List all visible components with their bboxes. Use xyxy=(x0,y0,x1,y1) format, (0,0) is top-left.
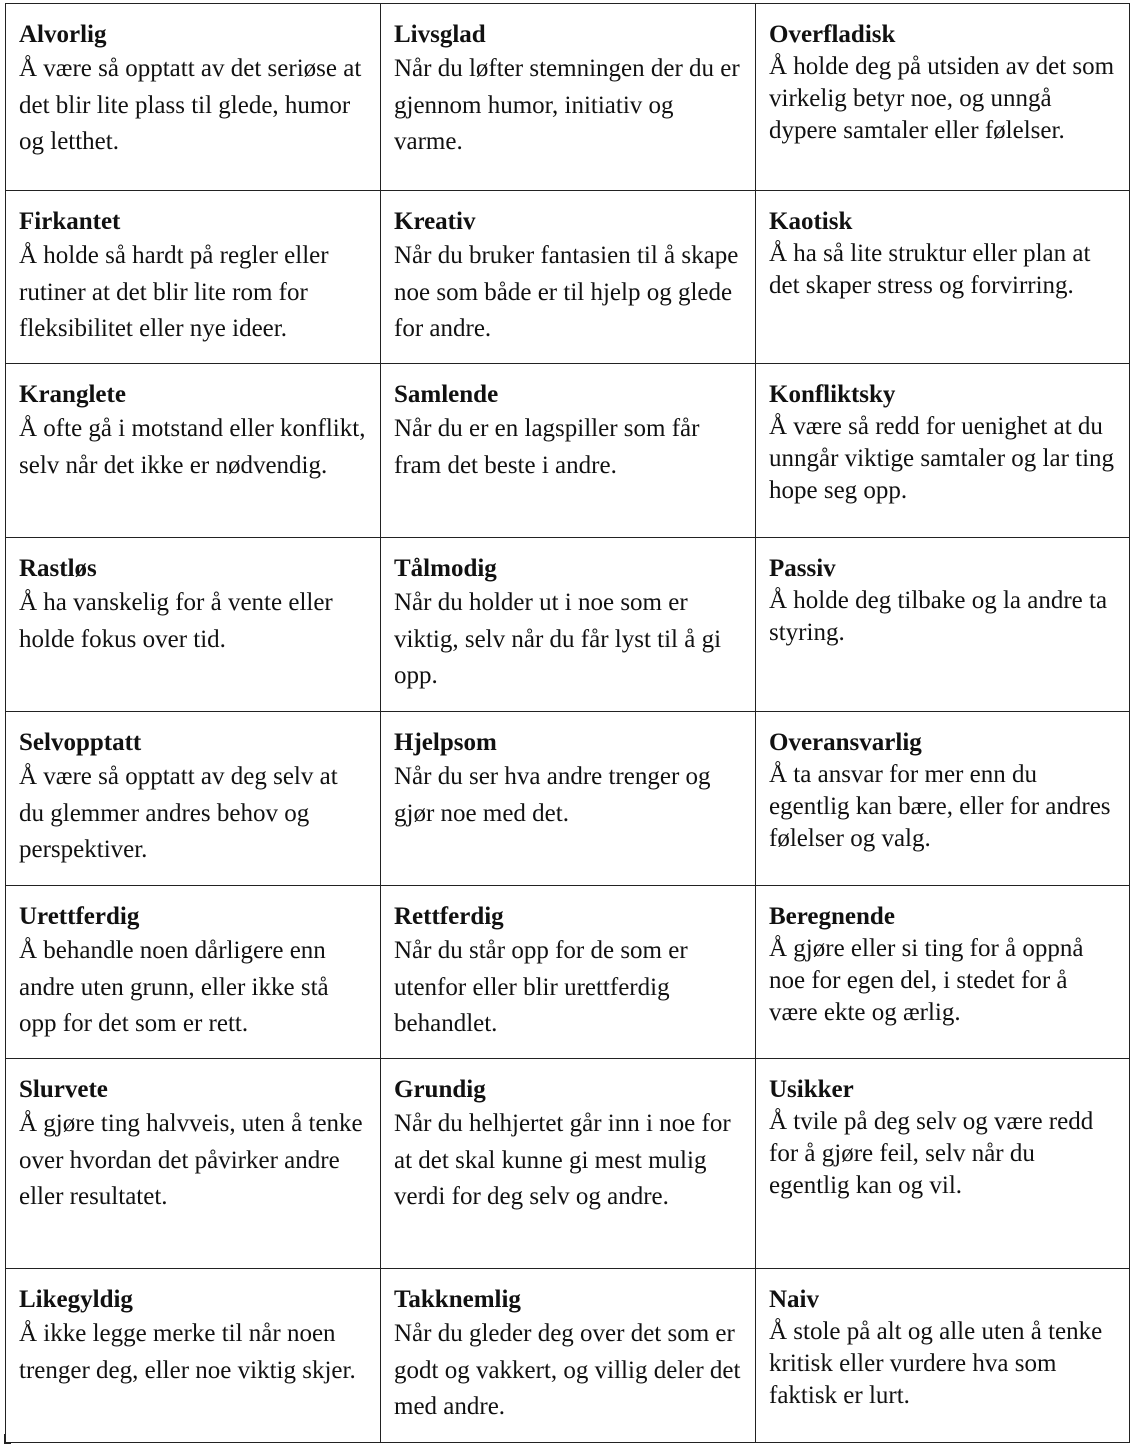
trait-cell-positive xyxy=(381,364,756,538)
trait-description: Å behandle noen dårligere enn andre uten grunn, eller ikke stå opp for det som er rett. xyxy=(19,937,329,1037)
corner-mark xyxy=(4,1434,11,1444)
trait-term: Takknemlig xyxy=(394,1286,521,1313)
trait-cell-negative xyxy=(6,364,381,538)
trait-description: Å ta ansvar for mer enn du egentlig kan bære, eller for andres følelser og valg. xyxy=(769,761,1111,852)
table-row xyxy=(6,1269,1130,1443)
trait-description: Å ikke legge merke til når noen trenger deg, eller noe viktig skjer. xyxy=(19,1320,356,1384)
trait-cell-positive xyxy=(381,886,756,1059)
trait-description: Å holde deg tilbake og la andre ta styring. xyxy=(769,587,1108,646)
trait-cell-positive xyxy=(381,4,756,191)
trait-term: Kaotisk xyxy=(769,208,853,235)
trait-term: Kranglete xyxy=(19,381,126,408)
trait-term: Urettferdig xyxy=(19,903,140,930)
trait-term: Overfladisk xyxy=(769,21,896,48)
trait-cell-negative xyxy=(6,4,381,191)
trait-cell-positive xyxy=(381,1269,756,1443)
trait-description: Å ofte gå i motstand eller konflikt, selv når det ikke er nødvendig. xyxy=(19,415,366,479)
trait-cell-positive xyxy=(381,191,756,364)
table-row xyxy=(6,538,1130,712)
trait-description: Å gjøre ting halvveis, uten å tenke over hvordan det påvirker andre eller resultatet. xyxy=(19,1110,363,1210)
trait-cell-negative xyxy=(6,1059,381,1269)
trait-cell-positive xyxy=(381,712,756,886)
trait-term: Hjelpsom xyxy=(394,729,497,756)
trait-cell-negative xyxy=(756,886,1130,1059)
trait-table xyxy=(5,3,1130,1443)
trait-cell-negative xyxy=(6,1269,381,1443)
trait-term: Alvorlig xyxy=(19,21,107,48)
trait-term: Rastløs xyxy=(19,555,97,582)
trait-description: Når du helhjertet går inn i noe for at det skal kunne gi mest mulig verdi for deg selv og andre. xyxy=(394,1110,731,1210)
table-row xyxy=(6,191,1130,364)
trait-term: Rettferdig xyxy=(394,903,504,930)
trait-cell-negative xyxy=(6,538,381,712)
trait-cell-negative xyxy=(756,191,1130,364)
trait-description: Å tvile på deg selv og være redd for å gjøre feil, selv når du egentlig kan og vil. xyxy=(769,1108,1094,1199)
trait-term: Konfliktsky xyxy=(769,381,896,408)
trait-cell-negative xyxy=(756,712,1130,886)
trait-term: Naiv xyxy=(769,1286,819,1313)
table-row xyxy=(6,886,1130,1059)
trait-cell-negative xyxy=(756,4,1130,191)
trait-cell-negative xyxy=(756,538,1130,712)
trait-term: Passiv xyxy=(769,555,836,582)
trait-description: Når du ser hva andre trenger og gjør noe med det. xyxy=(394,763,711,827)
trait-description: Å stole på alt og alle uten å tenke kritisk eller vurdere hva som faktisk er lurt. xyxy=(769,1318,1103,1409)
trait-term: Overansvarlig xyxy=(769,729,922,756)
trait-term: Beregnende xyxy=(769,903,895,930)
table-row xyxy=(6,712,1130,886)
trait-description: Når du er en lagspiller som får fram det beste i andre. xyxy=(394,415,700,479)
trait-description: Å ha så lite struktur eller plan at det skaper stress og forvirring. xyxy=(769,240,1091,299)
trait-term: Samlende xyxy=(394,381,499,408)
trait-term: Likegyldig xyxy=(19,1286,133,1313)
trait-description: Når du står opp for de som er utenfor eller blir urettferdig behandlet. xyxy=(394,937,688,1037)
trait-cell-negative xyxy=(756,1269,1130,1443)
trait-term: Livsglad xyxy=(394,21,486,48)
trait-description: Når du gleder deg over det som er godt og vakkert, og villig deler det med andre. xyxy=(394,1320,741,1420)
trait-description: Å være så redd for uenighet at du unngår viktige samtaler og lar ting hope seg opp. xyxy=(769,413,1115,504)
trait-term: Kreativ xyxy=(394,208,476,235)
trait-description: Å holde deg på utsiden av det som virkelig betyr noe, og unngå dypere samtaler eller følelser. xyxy=(769,53,1115,144)
trait-description: Når du løfter stemningen der du er gjennom humor, initiativ og varme. xyxy=(394,55,740,155)
trait-description: Å gjøre eller si ting for å oppnå noe for egen del, i stedet for å være ekte og ærlig. xyxy=(769,935,1084,1026)
trait-term: Firkantet xyxy=(19,208,121,235)
trait-term: Selvopptatt xyxy=(19,729,142,756)
trait-cell-negative xyxy=(6,886,381,1059)
trait-term: Usikker xyxy=(769,1076,854,1103)
trait-description: Når du holder ut i noe som er viktig, selv når du får lyst til å gi opp. xyxy=(394,589,722,689)
trait-cell-negative xyxy=(6,191,381,364)
trait-description: Å holde så hardt på regler eller rutiner at det blir lite rom for fleksibilitet eller nye ideer. xyxy=(19,242,329,342)
trait-cell-positive xyxy=(381,1059,756,1269)
trait-term: Slurvete xyxy=(19,1076,108,1103)
trait-description: Å ha vanskelig for å vente eller holde fokus over tid. xyxy=(19,589,333,653)
trait-term: Grundig xyxy=(394,1076,486,1103)
table-row xyxy=(6,1059,1130,1269)
table-row xyxy=(6,364,1130,538)
table-row xyxy=(6,4,1130,191)
trait-description: Når du bruker fantasien til å skape noe som både er til hjelp og glede for andre. xyxy=(394,242,739,342)
trait-term: Tålmodig xyxy=(394,555,497,582)
trait-description: Å være så opptatt av det seriøse at det blir lite plass til glede, humor og letthet. xyxy=(19,55,362,155)
trait-description: Å være så opptatt av deg selv at du glemmer andres behov og perspektiver. xyxy=(19,763,338,863)
trait-cell-negative xyxy=(6,712,381,886)
trait-cell-positive xyxy=(381,538,756,712)
trait-cell-negative xyxy=(756,364,1130,538)
trait-cell-negative xyxy=(756,1059,1130,1269)
